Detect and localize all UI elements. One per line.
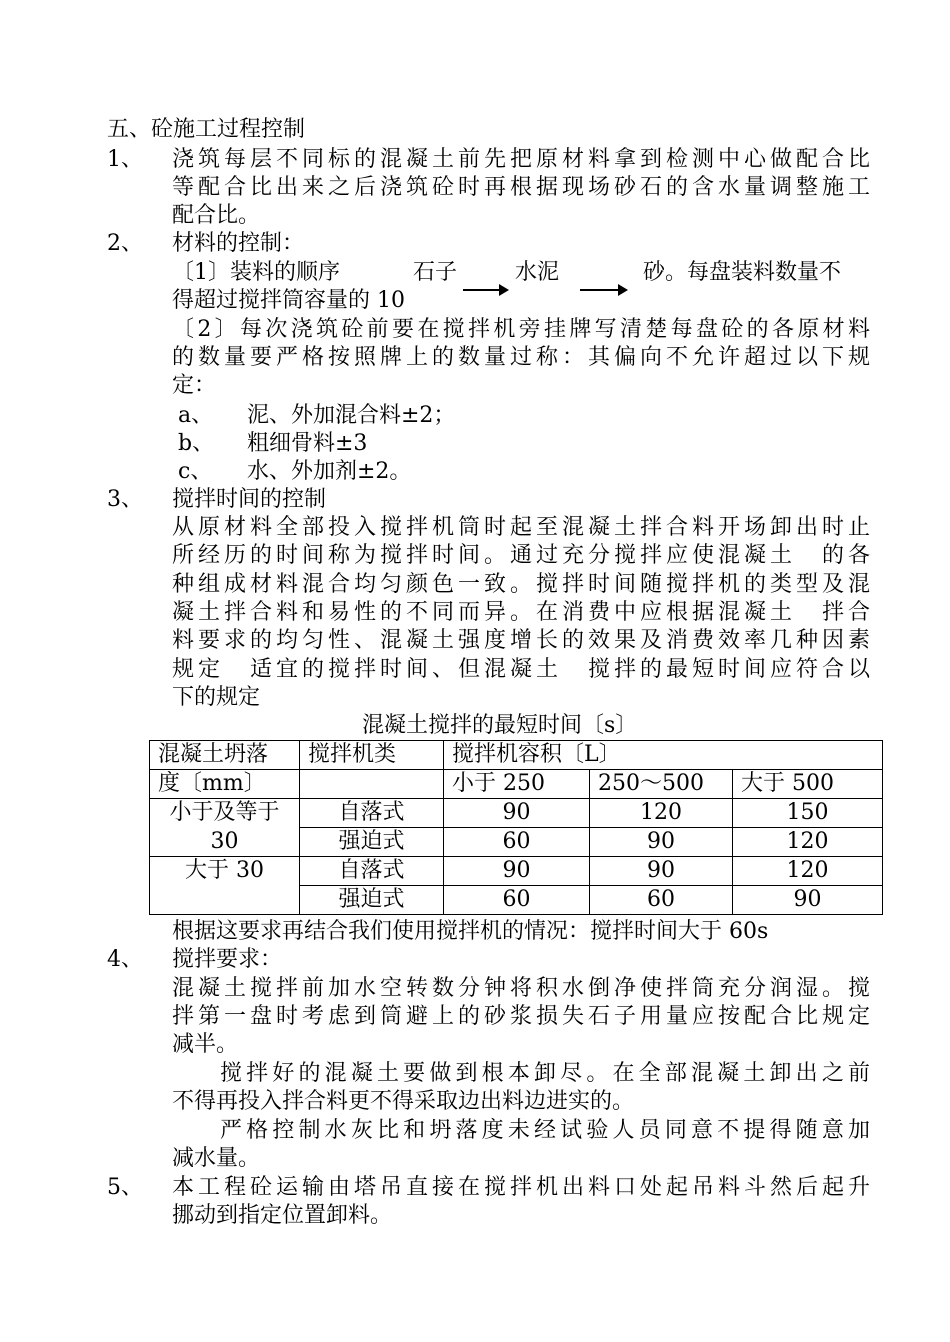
item4-number: 4、 xyxy=(107,947,143,972)
table-header-row xyxy=(150,770,883,799)
time-cell: 90 xyxy=(590,828,733,857)
item1-number: 1、 xyxy=(107,147,143,172)
time-cell: 120 xyxy=(733,857,883,886)
item4-line: 减水量。 xyxy=(172,1146,261,1171)
header-slump-unit: 度〔mm〕 xyxy=(150,770,300,799)
mixer-type-cell: 强迫式 xyxy=(300,886,444,915)
item3-line: 从原材料全部投入搅拌机筒时起至混凝土拌合料开场卸出时止 xyxy=(172,515,870,540)
item4-title: 搅拌要求： xyxy=(172,947,283,972)
mixer-type-cell: 强迫式 xyxy=(300,828,444,857)
item3-line: 所经历的时间称为搅拌时间。通过充分搅拌应使混凝土 的各 xyxy=(172,543,870,568)
item4-line: 搅拌好的混凝土要做到根本卸尽。在全部混凝土卸出之前 xyxy=(220,1061,870,1086)
item4-line: 严格控制水灰比和坍落度未经试验人员同意不提得随意加 xyxy=(220,1118,870,1143)
item2-sub2-line: 〔2〕每次浇筑砼前要在搅拌机旁挂牌写清楚每盘砼的各原材料 xyxy=(172,317,870,342)
item3-line: 下的规定 xyxy=(172,685,261,710)
item3-number: 3、 xyxy=(107,487,143,512)
slump-group-cell-empty xyxy=(150,886,300,915)
section-title: 五、砼施工过程控制 xyxy=(107,117,306,142)
item4-line: 不得再投入拌合料更不得采取边出料边进实的。 xyxy=(172,1089,635,1114)
time-cell: 90 xyxy=(444,857,590,886)
header-mixer-type: 搅拌机类 xyxy=(300,741,444,770)
sequence-stone: 石子 xyxy=(413,260,458,285)
item2-number: 2、 xyxy=(107,231,143,256)
sequence-label: 〔1〕装料的顺序 xyxy=(172,260,340,285)
table-row xyxy=(150,886,883,915)
table-row xyxy=(150,857,883,886)
item4-line: 减半。 xyxy=(172,1032,239,1057)
time-cell: 90 xyxy=(733,886,883,915)
list-marker: b、 xyxy=(178,431,215,456)
list-item: 水、外加剂±2。 xyxy=(247,459,412,484)
table-caption: 混凝土搅拌的最短时间〔s〕 xyxy=(362,713,638,738)
item3-title: 搅拌时间的控制 xyxy=(172,487,327,512)
slump-group-cell: 30 xyxy=(150,828,300,857)
list-marker: a、 xyxy=(178,403,214,428)
time-cell: 150 xyxy=(733,799,883,828)
item5-number: 5、 xyxy=(107,1175,143,1200)
header-capacity: 搅拌机容积〔L〕 xyxy=(444,741,883,770)
sequence-line2: 得超过搅拌筒容量的 10 xyxy=(172,288,405,313)
arrow-right-icon xyxy=(580,289,626,291)
item3-line: 料要求的均匀性、混凝土强度增长的效果及消费效率几种因素 xyxy=(172,628,870,653)
item5-line: 本工程砼运输由塔吊直接在搅拌机出料口处起吊料斗然后起升 xyxy=(172,1175,870,1200)
list-item: 粗细骨料±3 xyxy=(247,431,368,456)
item3-line: 种组成材料混合均匀颜色一致。搅拌时间随搅拌机的类型及混 xyxy=(172,572,870,597)
item5-line: 挪动到指定位置卸料。 xyxy=(172,1203,393,1228)
header-capacity-small: 小于 250 xyxy=(444,770,590,799)
item3-line: 凝土拌合料和易性的不同而异。在消费中应根据混凝土 拌合 xyxy=(172,600,870,625)
time-cell: 120 xyxy=(590,799,733,828)
time-cell: 90 xyxy=(444,799,590,828)
mixing-time-table xyxy=(149,740,883,915)
slump-group-cell: 小于及等于 xyxy=(150,799,300,828)
slump-group-cell: 大于 30 xyxy=(150,857,300,886)
table-row xyxy=(150,799,883,828)
sequence-cement: 水泥 xyxy=(515,260,560,285)
time-cell: 60 xyxy=(590,886,733,915)
arrow-right-icon xyxy=(463,289,507,291)
time-cell: 60 xyxy=(444,828,590,857)
table-header-row xyxy=(150,741,883,770)
item1-line: 浇筑每层不同标的混凝土前先把原材料拿到检测中心做配合比 xyxy=(172,147,870,172)
sequence-sand: 砂。每盘装料数量不 xyxy=(643,260,842,285)
table-row xyxy=(150,828,883,857)
item4-line: 混凝土搅拌前加水空转数分钟将积水倒净使拌筒充分润湿。搅 xyxy=(172,976,870,1001)
time-cell: 120 xyxy=(733,828,883,857)
time-cell: 90 xyxy=(590,857,733,886)
item2-sub2-line: 定： xyxy=(172,373,217,398)
header-empty-cell xyxy=(300,770,444,799)
item2-title: 材料的控制： xyxy=(172,231,305,256)
header-capacity-large: 大于 500 xyxy=(733,770,883,799)
item1-line: 等配合比出来之后浇筑砼时再根据现场砂石的含水量调整施工 xyxy=(172,175,870,200)
item3-line: 规定 适宜的搅拌时间、但混凝土 搅拌的最短时间应符合以 xyxy=(172,657,870,682)
table-conclusion: 根据这要求再结合我们使用搅拌机的情况：搅拌时间大于 60s xyxy=(172,919,769,944)
item4-line: 拌第一盘时考虑到筒避上的砂浆损失石子用量应按配合比规定 xyxy=(172,1004,870,1029)
mixer-type-cell: 自落式 xyxy=(300,799,444,828)
header-slump: 混凝土坍落 xyxy=(150,741,300,770)
mixer-type-cell: 自落式 xyxy=(300,857,444,886)
item1-line: 配合比。 xyxy=(172,203,261,228)
list-marker: c、 xyxy=(178,459,213,484)
header-capacity-medium: 250～500 xyxy=(590,770,733,799)
item2-sub2-line: 的数量要严格按照牌上的数量过称：其偏向不允许超过以下规 xyxy=(172,345,870,370)
list-item: 泥、外加混合料±2； xyxy=(247,403,456,428)
time-cell: 60 xyxy=(444,886,590,915)
